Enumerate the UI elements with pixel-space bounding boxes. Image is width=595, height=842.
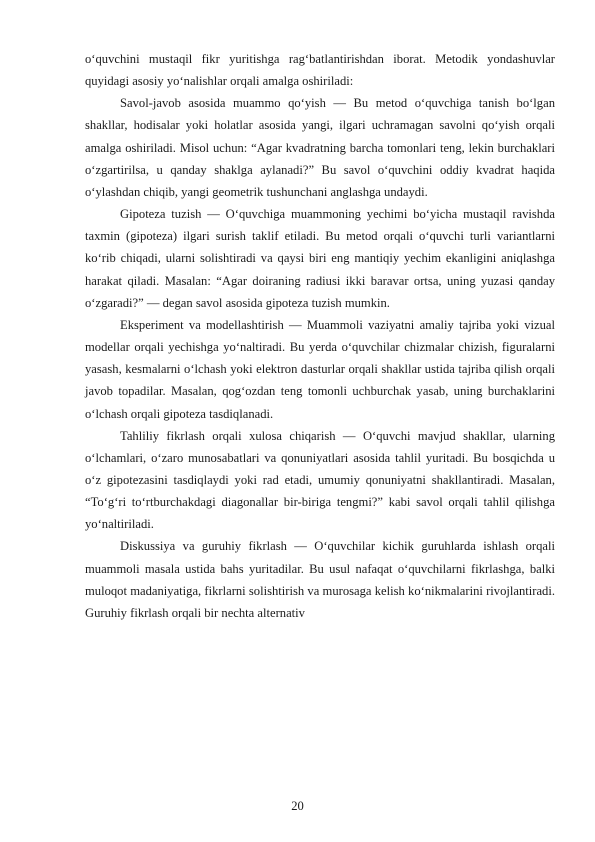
paragraph-experiment-modelling: Eksperiment va modellashtirish — Muammoli vaziyatni amaliy tajriba yoki vizual modellar orqali yechishga yo‘naltiradi. Bu yerda o‘quvchilar chizmalar chizish, figuralarni yasash, kesmalarni o‘lchash yoki elektron dasturlar orqali shakllar ustida tajriba qilish orqali javob topadilar. Masalan, qog‘ozdan teng tomonli uchburchak yasab, uning burchaklarini o‘lchash orqali gipoteza tasdiqlanadi. (85, 317, 555, 421)
page-number: 20 (291, 799, 304, 813)
paragraph-question-answer-method: Savol-javob asosida muammo qo‘yish — Bu metod o‘quvchiga tanish bo‘lgan shakllar, hodisalar yoki holatlar asosida yangi, ilgari uchramagan savolni qo‘yish orqali amalga oshiriladi. Misol uchun: “Agar kvadratning barcha tomonlari teng, lekin burchaklari o‘zgartirilsa, u qanday shaklga aylanadi?” Bu savol o‘quvchini oddiy kvadrat haqida o‘ylashdan chiqib, yangi geometrik tushunchani anglashga undaydi. (85, 96, 555, 199)
paragraph-intro-continuation: o‘quvchini mustaqil fikr yuritishga rag‘batlantirishdan iborat. Metodik yondashuvlar quyidagi asosiy yo‘nalishlar orqali amalga oshiriladi: (85, 52, 555, 89)
paragraph-analytical-thinking: Tahliliy fikrlash orqali xulosa chiqarish — O‘quvchi mavjud shakllar, ularning o‘lchamlari, o‘zaro munosabatlari va qonuniyatlari asosida tahlil yuritadi. Bu bosqichda u o‘z gipotezasini tasdiqlaydi yoki rad etadi, umumiy qonuniyatni shakllantiradi. Masalan, “To‘g‘ri to‘rtburchakdagi diagonallar bir-biriga tengmi?” kabi savol orqali tahlil qilishga yo‘naltiriladi. (85, 428, 555, 532)
paragraph-hypothesis-method: Gipoteza tuzish — O‘quvchiga muammoning yechimi bo‘yicha mustaqil ravishda taxmin (gipoteza) ilgari surish taklif etiladi. Bu metod orqali o‘quvchi turli variantlarni ko‘rib chiqadi, ularni solishtiradi va qaysi biri eng mantiqiy yechim ekanligini aniqlashga harakat qiladi. Masalan: “Agar doiraning radiusi ikki baravar ortsa, uning yuzasi qanday o‘zgaradi?” — degan savol asosida gipoteza tuzish mumkin. (85, 207, 555, 310)
paragraph-group-discussion: Diskussiya va guruhiy fikrlash — O‘quvchilar kichik guruhlarda ishlash orqali muammoli masala ustida bahs yuritadilar. Bu usul nafaqat o‘quvchilarni fikrlashga, balki muloqot madaniyatiga, fikrlarni solishtirish va murosaga kelish ko‘nikmalarini rivojlantiradi. Guruhiy fikrlash orqali bir nechta alternativ (85, 539, 555, 620)
document-page (85, 48, 555, 624)
